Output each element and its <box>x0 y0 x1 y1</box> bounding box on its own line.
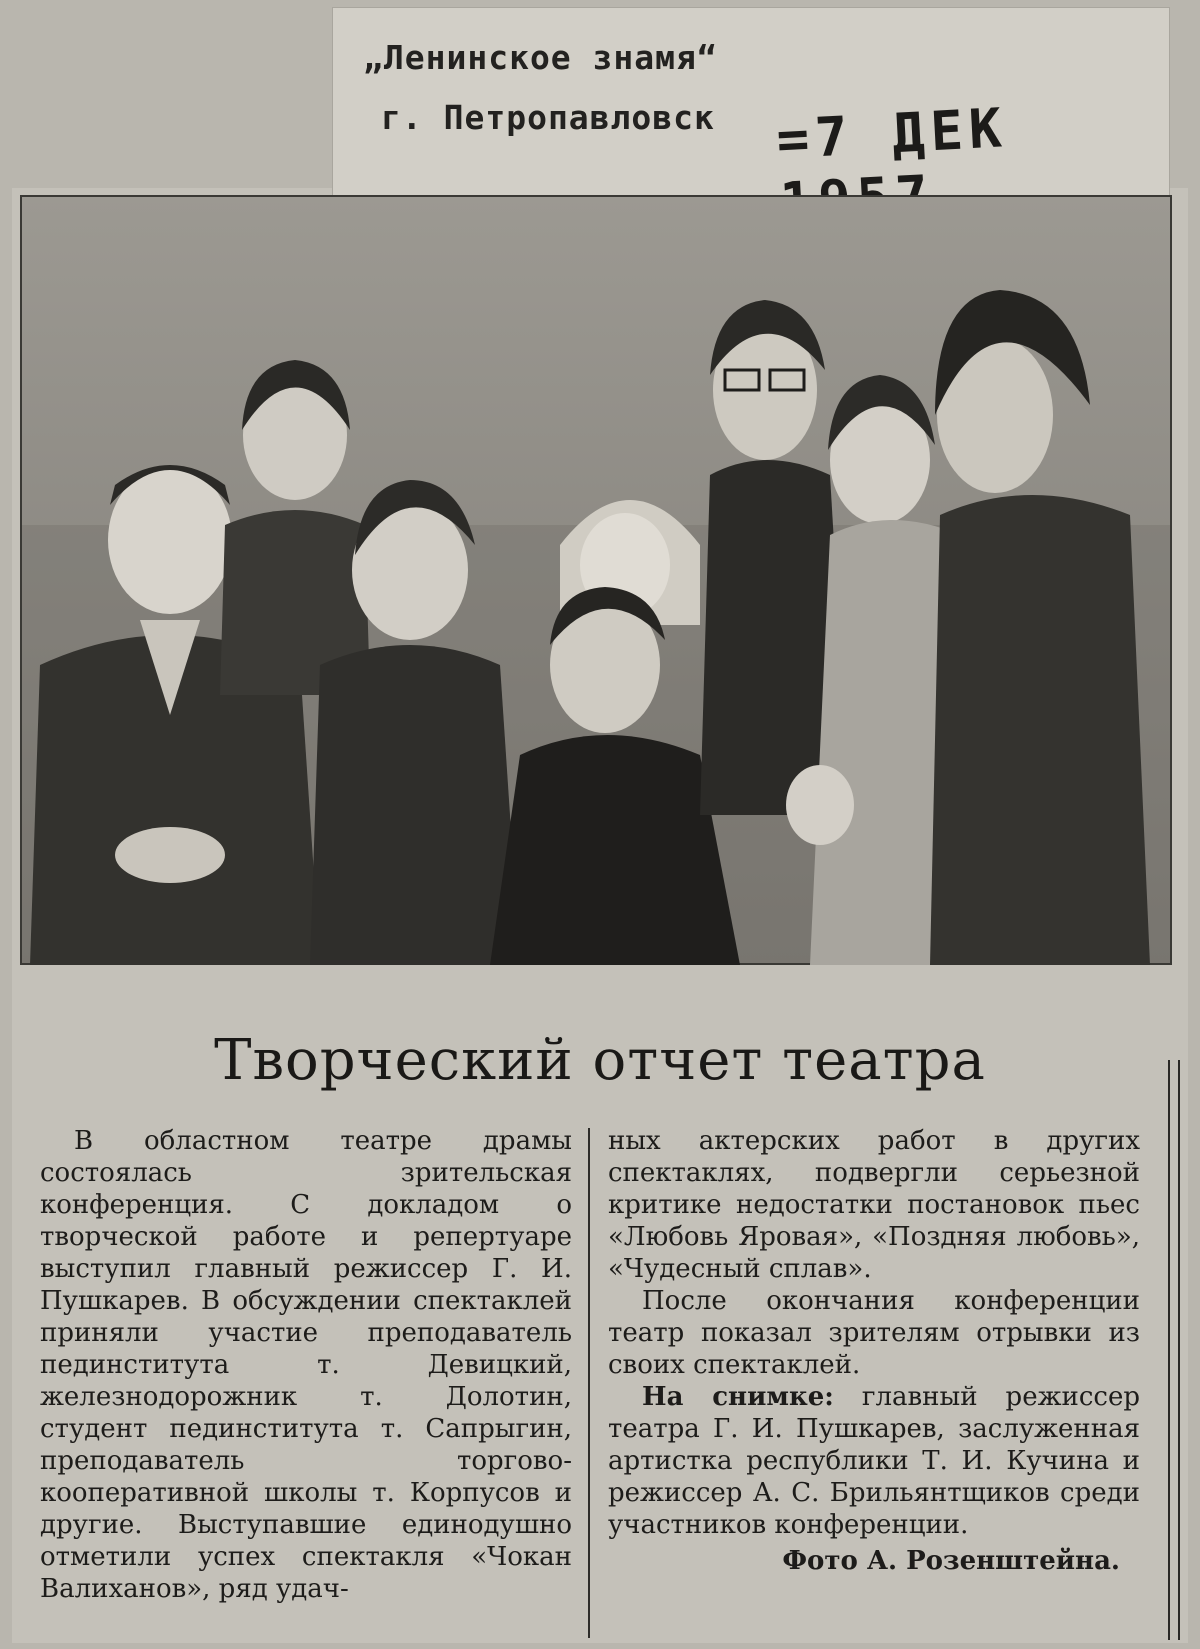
column-divider <box>588 1128 590 1638</box>
stamp-city: г. Петропавловск <box>381 98 715 137</box>
caption-text: главный режиссер театра Г. И. Пушкарев, заслуженная артистка республики Т. И. Кучина и режиссер А. С. Брильянтщиков среди участников конференции. <box>608 1382 1140 1540</box>
newspaper-stamp <box>333 8 1169 201</box>
article-headline: Творческий отчет театра <box>214 1028 986 1093</box>
photo-credit: Фото А. Розенштейна. <box>782 1546 1120 1576</box>
article-paragraph: В областном театре драмы состоялась зрительская конференция. С докладом о творческой работе и репертуаре выступил главный режиссер Г. И. Пушкарев. В обсуждении спектаклей приняли участие преподаватель пединститута т. Девицкий, железнодорожник т. Долотин, студент пединститута т. Сапрыгин, преподаватель торгово-кооперативной школы т. Корпусов и другие. Выступавшие единодушно отметили успех спектакля «Чокан Валиханов», ряд удач- <box>40 1126 572 1604</box>
group-photo <box>20 195 1172 965</box>
article-left-column <box>40 1125 572 1605</box>
stamp-date: =7 ДЕК <box>774 96 1010 172</box>
caption-lead: На снимке: <box>642 1382 834 1412</box>
stamp-newspaper-name: „Ленинское знамя“ <box>363 38 718 77</box>
group-photo-image <box>20 195 1172 965</box>
article-paragraph: ных актерских работ в других спектаклях, подвергли серьезной критике недостатки постановок пьес «Любовь Яровая», «Поздняя любовь», «Чудесный сплав». <box>608 1126 1140 1284</box>
article-paragraph: После окончания конференции театр показал зрителям отрывки из своих спектаклей. <box>608 1286 1140 1380</box>
photo-caption <box>608 1381 1140 1541</box>
column-border <box>1168 1060 1180 1640</box>
article-right-column <box>608 1125 1140 1577</box>
